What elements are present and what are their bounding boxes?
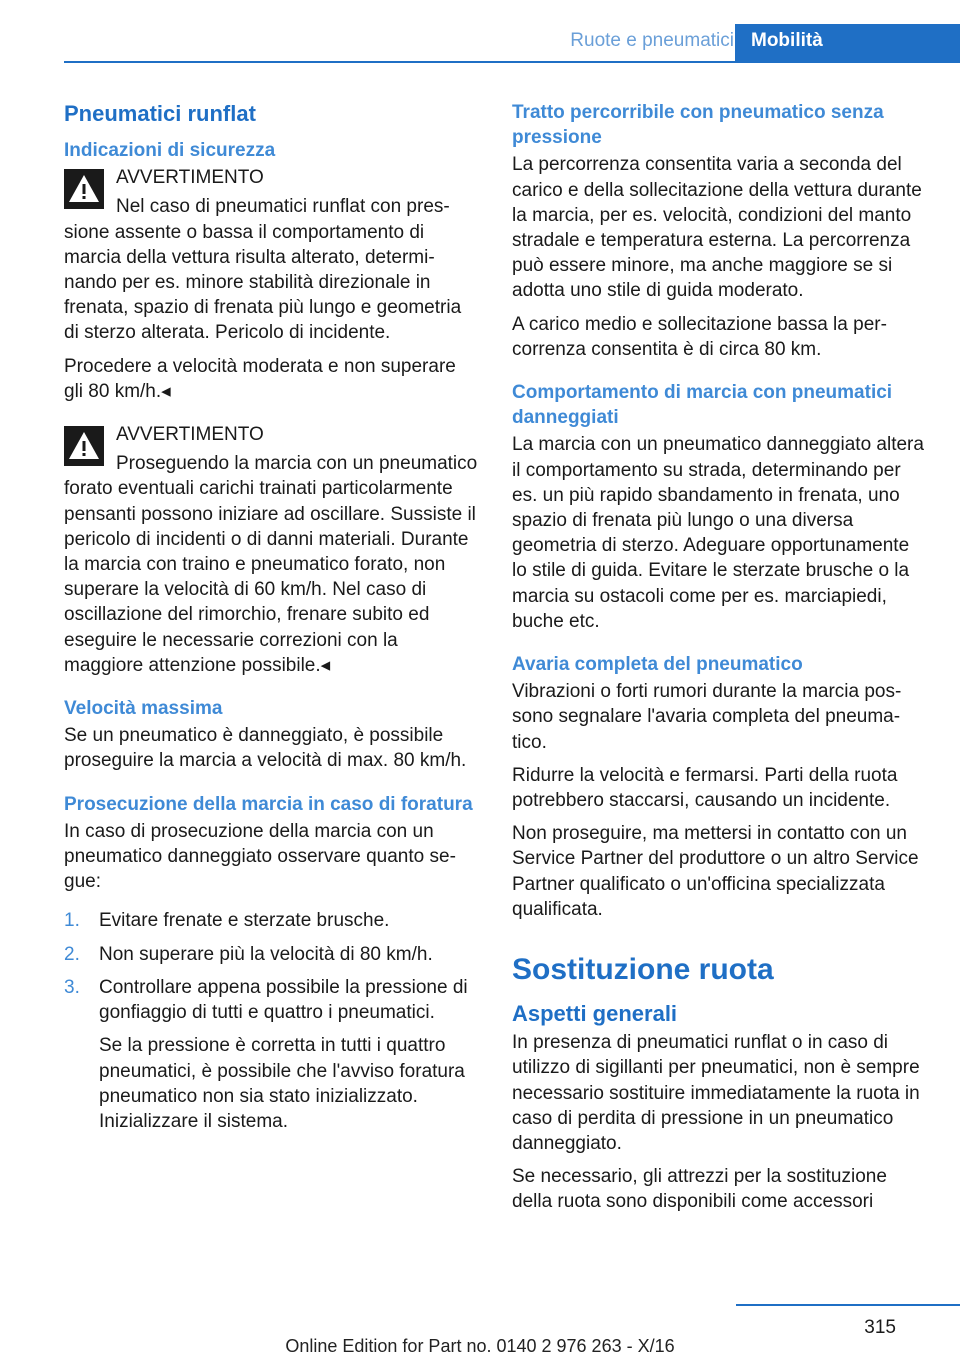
section-title-wheel-change: Sostituzione ruota xyxy=(512,953,774,987)
warning-triangle-icon xyxy=(64,426,104,466)
list-item xyxy=(64,975,479,1134)
general-text-2: Se necessario, gli attrezzi per la sostituzione della ruota sono disponibili come accessori xyxy=(512,1166,887,1213)
warning-label-1: AVVERTIMENTO xyxy=(116,167,264,189)
warning-label-2: AVVERTIMENTO xyxy=(116,424,264,446)
step-text: Non superare più la velocità di 80 km/h. xyxy=(99,943,433,965)
header-divider xyxy=(64,61,960,63)
right-column xyxy=(512,100,927,1223)
section-title-runflat: Pneumatici runflat xyxy=(64,101,256,126)
warning-triangle-icon xyxy=(64,169,104,209)
tire-failure-text-1: Vibrazioni o forti rumori durante la marcia possono segnalare l'avaria completa del pneumatico. xyxy=(512,681,902,753)
continue-driving-text: In caso di prosecuzione della marcia con un pneumatico danneggiato osservare quanto segue: xyxy=(64,820,456,893)
footer-divider xyxy=(736,1304,960,1306)
heading-tire-failure: Avaria completa del pneumatico xyxy=(512,654,803,676)
heading-driving-behavior: Comportamento di marcia con pneumatici danneggiati xyxy=(512,382,893,429)
list-item xyxy=(64,942,479,967)
step-text: Evitare frenate e sterzate brusche. xyxy=(99,910,390,932)
tire-failure-text-3: Non proseguire, ma mettersi in contatto con un Service Partner del produttore o un altro Service Partner qualificato o un'officina specializzata qualificata. xyxy=(512,823,919,920)
warning-text-1: Nel caso di pneumatici runflat con pressione assente o bassa il comportamento di marcia della vettura risulta alterato, determinando per es. minore stabilità direzionale in frenata, spazio di frenata più lungo e geometria di sterzo alterata. Pericolo di incidente. xyxy=(64,196,462,344)
header-section-tab[interactable]: Ruote e pneumatici xyxy=(570,30,734,51)
step-extra-text: Se la pressione è corretta in tutti i quattro pneumatici, è possibile che l'avviso foratura pneumatico non sia stato inizializzato. Inizializzare il sistema. xyxy=(99,1035,465,1132)
heading-general: Aspetti generali xyxy=(512,1001,678,1027)
warning-text-2: Proseguendo la marcia con un pneumatico forato eventuali carichi trainati particolarmente pensanti possono iniziare ad oscillare. Sussiste il pericolo di incidenti o di danni materiali. Durante la marcia con traino e pneumatico forato, non superare la velocità di 60 km/h. Nel caso di oscillazione del rimorchio, frenare subito ed eseguire le necessarie correzioni con la maggiore attenzione possibile.◂ xyxy=(64,453,478,676)
list-item xyxy=(64,908,479,933)
driving-behavior-text: La marcia con un pneumatico danneggiato altera il comportamento su strada, determinando per es. un più rapido sbandamento in frenata, uno spazio di frenata più lungo o una diversa geometria di sterzo. Adeguare opportunamente lo stile di guida. Evitare le sterzate brusche o la marcia su ostacoli come per es. marciapiedi, buche etc. xyxy=(512,434,924,632)
heading-continue-driving: Prosecuzione della marcia in caso di foratura xyxy=(64,793,473,815)
warning-block-2 xyxy=(64,422,479,678)
general-text-1: In presenza di pneumatici runflat o in caso di utilizzo di sigillanti per pneumatici, non è sempre necessario sostituire immediatamente la ruota in caso di perdita di pressione in un pneumatico danneggiato. xyxy=(512,1032,920,1154)
max-speed-text: Se un pneumatico è danneggiato, è possibile proseguire la marcia a velocità di max. 80 km/h. xyxy=(64,725,467,772)
heading-range: Tratto percorribile con pneumatico senza pressione xyxy=(512,102,884,149)
warning-text-1b: Procedere a velocità moderata e non superare gli 80 km/h.◂ xyxy=(64,355,456,402)
warning-block-1 xyxy=(64,165,479,404)
heading-max-speed: Velocità massima xyxy=(64,698,223,720)
steps-list xyxy=(64,908,479,1134)
step-number: 1. xyxy=(64,910,80,932)
footer-edition-note: Online Edition for Part no. 0140 2 976 263 - X/16 xyxy=(285,1336,675,1356)
page-header xyxy=(0,24,960,62)
left-column xyxy=(64,100,479,1142)
page-number: 315 xyxy=(864,1317,896,1338)
step-number: 2. xyxy=(64,943,80,965)
tire-failure-text-2: Ridurre la velocità e fermarsi. Parti della ruota potrebbero staccarsi, causando un incidente. xyxy=(512,764,898,812)
step-number: 3. xyxy=(64,976,80,998)
step-text: Controllare appena possibile la pressione di gonfiaggio di tutti e quattro i pneumatici. xyxy=(99,976,468,1024)
range-text-2: A carico medio e sollecitazione bassa la percorrenza consentita è di circa 80 km. xyxy=(512,313,887,360)
header-chapter-tab[interactable]: Mobilità xyxy=(735,24,960,62)
range-text-1: La percorrenza consentita varia a seconda del carico e della sollecitazione della vettura durante la marcia, per es. velocità, condizioni del manto stradale e temperatura esterna. La percorrenza può essere minore, ma anche maggiore se si adotta uno stile di guida moderato. xyxy=(512,154,922,302)
heading-safety: Indicazioni di sicurezza xyxy=(64,140,276,161)
